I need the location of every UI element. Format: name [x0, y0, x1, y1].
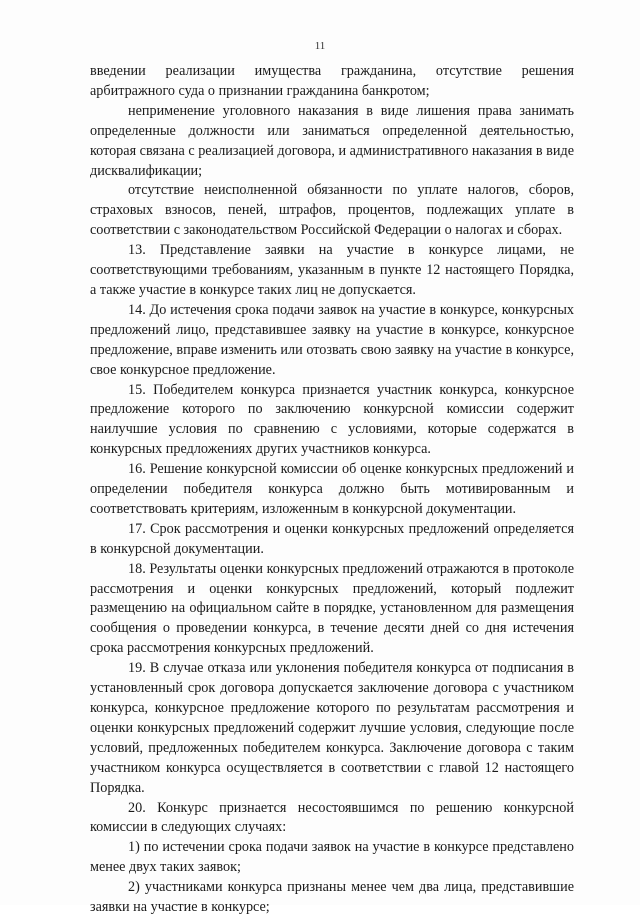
clause-17: 17. Срок рассмотрения и оценки конкурсных предложений определяется в конкурсной документации. [90, 520, 574, 557]
paragraph-bankruptcy-condition: введении реализации имущества гражданина, отсутствие решения арбитражного суда о признании гражданина банкротом; [90, 63, 574, 99]
clause-16: 16. Решение конкурсной комиссии об оценке конкурсных предложений и определении победителя конкурса должно быть мотивированным и соответствовать критериям, изложенным в конкурсной документации. [90, 461, 574, 517]
clause-14: 14. До истечения срока подачи заявок на участие в конкурсе, конкурсных предложений лицо, представившее заявку на участие в конкурсе, конкурсное предложение, вправе изменить или отозвать свою заявку на участие в конкурсе, свое конкурсное предложение. [90, 301, 574, 378]
clause-13: 13. Представление заявки на участие в конкурсе лицами, не соответствующими требованиям, указанным в пункте 12 настоящего Порядка, а также участие в конкурсе таких лиц не допускается. [90, 242, 574, 298]
paragraph-no-tax-debt: отсутствие неисполненной обязанности по уплате налогов, сборов, страховых взносов, пеней, штрафов, процентов, подлежащих уплате в соответствии с законодательством Российской Федерации о налогах и сборах. [90, 182, 574, 239]
clause-18: 18. Результаты оценки конкурсных предложений отражаются в протоколе рассмотрения и оценки конкурсных предложений, который подлежит размещению на официальном сайте в порядке, установленном для размещения сообщения о проведении конкурса, в течение десяти дней со дня истечения срока рассмотрения конкурсных предложений. [90, 560, 574, 657]
paragraph-no-criminal-penalty: неприменение уголовного наказания в виде лишения права занимать определенные должности или заниматься определенной деятельностью, которая связана с реализацией договора, и административного наказания в виде дисквалификации; [90, 102, 574, 179]
clause-20: 20. Конкурс признается несостоявшимся по решению конкурсной комиссии в следующих случаях: [90, 799, 574, 836]
clause-20-item-1: 1) по истечении срока подачи заявок на участие в конкурсе представлено менее двух таких заявок; [90, 839, 574, 876]
clause-20-item-2: 2) участниками конкурса признаны менее чем два лица, представившие заявки на участие в конкурсе; [90, 879, 574, 916]
clause-15: 15. Победителем конкурса признается участник конкурса, конкурсное предложение которого по заключению конкурсной комиссии содержит наилучшие условия по сравнению с условиями, которые содержатся в конкурсных предложениях других участников конкурса. [90, 381, 574, 458]
document-body [90, 62, 574, 918]
page-number: 11 [314, 40, 326, 52]
clause-19: 19. В случае отказа или уклонения победителя конкурса от подписания в установленный срок договора допускается заключение договора с участником конкурса, конкурсное предложение которого по результатам рассмотрения и оценки конкурсных предложений содержит лучшие условия, следующие после условий, предложенных победителем конкурса. Заключение договора с таким участником конкурса осуществляется в соответствии с главой 12 настоящего Порядка. [90, 660, 574, 796]
